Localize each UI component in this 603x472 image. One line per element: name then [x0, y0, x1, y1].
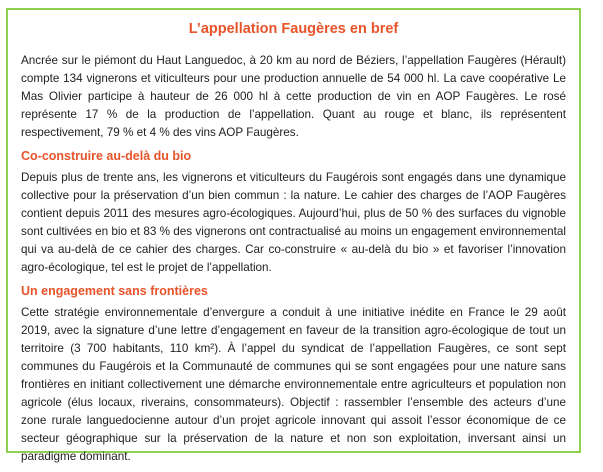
- box-title: L’appellation Faugères en bref: [188, 21, 399, 37]
- section-body-engagement: Cette stratégie environnementale d’envergure a conduit à une initiative inédite en France le 29 août 2019, avec la signature d’une lettre d’engagement en faveur de la transition agro-écologique de tout un territoire (3 700 habitants, 110 km²). À l’appel du syndicat de l’appellation Faugères, ce sont sept communes du Faugérois et la Communauté de communes qui se sont engagées pour une nature sans frontières en initiant collectivement une démarche environnementale entre agriculteurs et population non agricole (élus locaux, riverains, consommateurs). Objectif : rassembler l’ensemble des acteurs d’une zone rurale languedocienne autour d’un projet agricole innovant qui assoit l’essor économique de ce secteur géographique sur la préservation de la nature et non son exploitation, inversant ainsi un paradigme dominant.: [21, 306, 566, 463]
- info-box: [6, 8, 581, 463]
- section-heading-engagement: Un engagement sans frontières: [21, 284, 208, 298]
- intro-paragraph: Ancrée sur le piémont du Haut Languedoc, à 20 km au nord de Béziers, l’appellation Faugères (Hérault) compte 134 vignerons et viticulteurs pour une production annuelle de 54 000 hl. La cave coopérative Le Mas Olivier participe à hauteur de 26 000 hl à cette production de vin en AOP Faugères. Le rosé représente 17 % de la production de l’appellation. Quant au rouge et blanc, ils représentent respectivement, 79 % et 4 % des vins AOP Faugères.: [21, 54, 566, 139]
- section-heading-co-construire: Co-construire au-delà du bio: [21, 149, 192, 163]
- section-body-co-construire: Depuis plus de trente ans, les vignerons et viticulteurs du Faugérois sont engagés dans une dynamique collective pour la préservation d’un bien commun : la nature. Le cahier des charges de l’AOP Faugères contient depuis 2011 des mesures agro-écologiques. Aujourd’hui, plus de 50 % des surfaces du vignoble sont cultivées en bio et 83 % des vignerons ont contractualisé au moins un engagement environnemental qui va au-delà de ce cahier des charges. Car co-construire « au-delà du bio » et favoriser l’innovation agro-écologique, tel est le projet de l’appellation.: [21, 171, 566, 274]
